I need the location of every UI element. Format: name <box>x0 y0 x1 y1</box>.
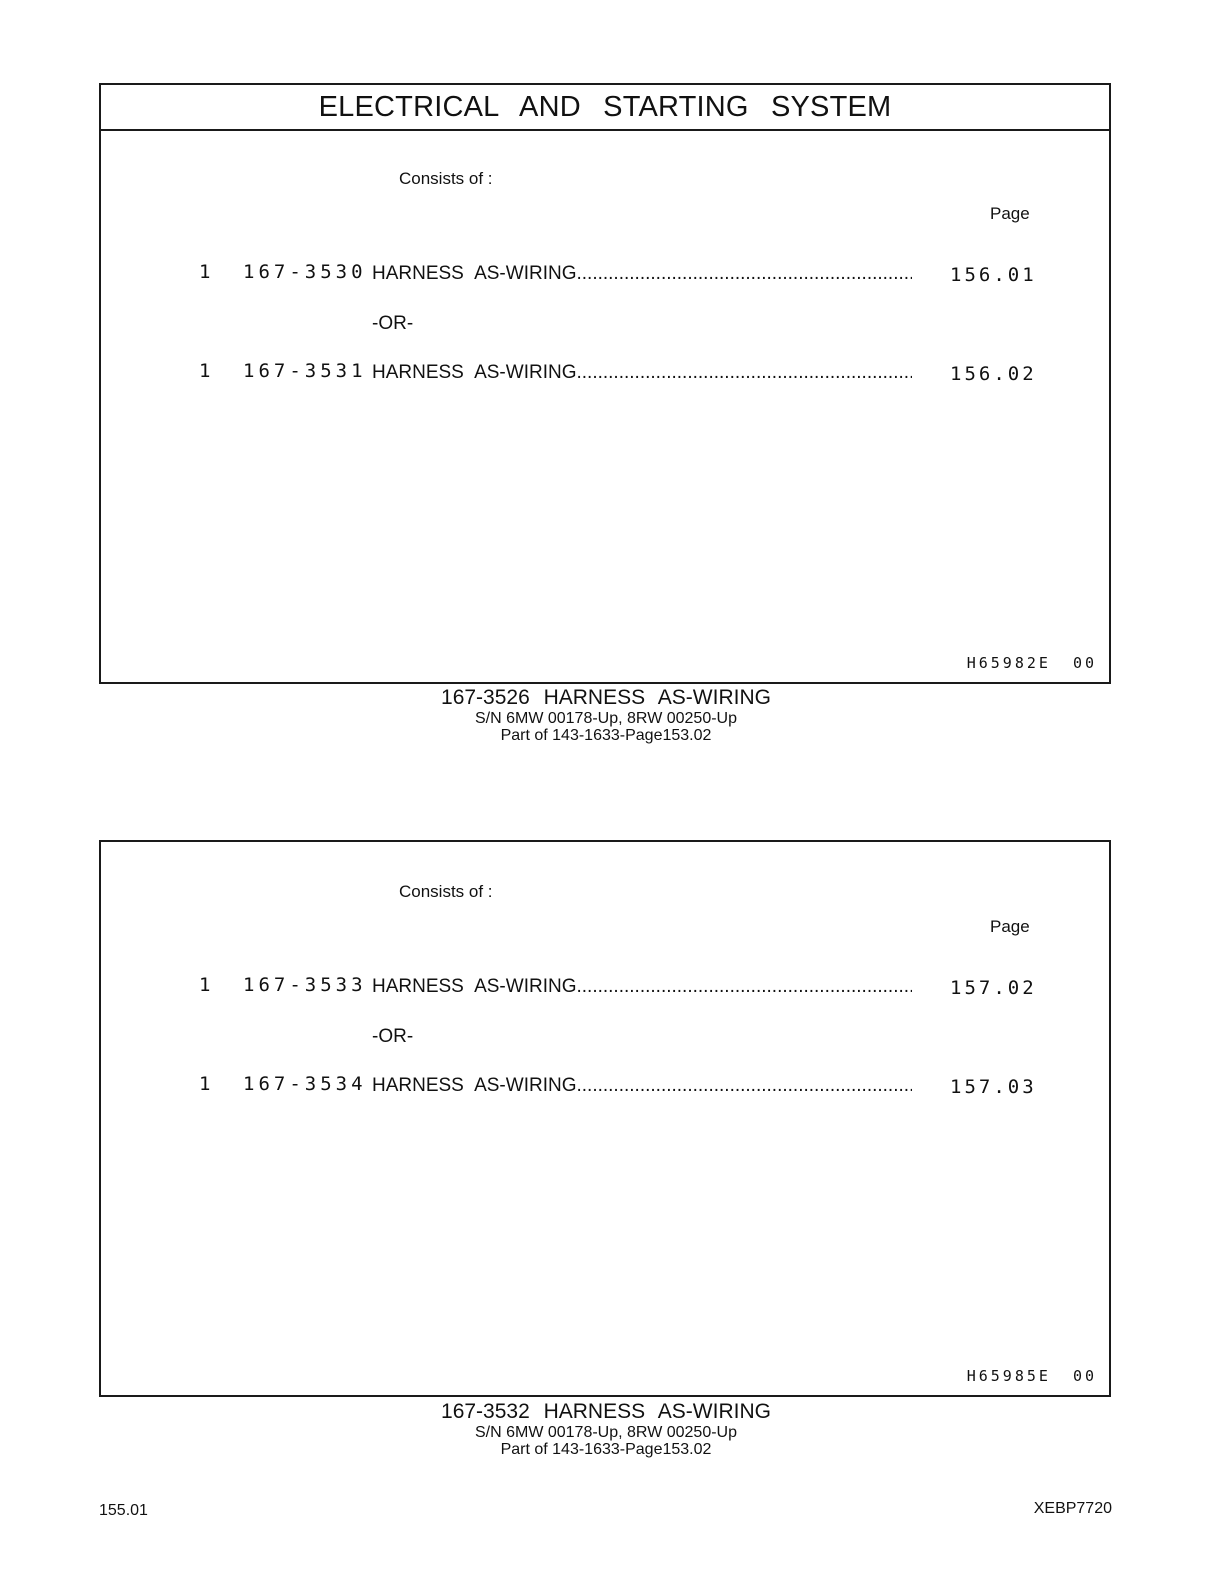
parts-row <box>101 1073 1109 1103</box>
illustration-number: H65982E <box>966 654 1051 672</box>
illustration-id <box>967 654 1097 672</box>
part-description: HARNESS AS-WIRING ..... <box>372 263 912 285</box>
parts-row <box>101 261 1109 291</box>
part-number: 167-3530 <box>243 261 367 283</box>
part-description: HARNESS AS-WIRING ..... <box>372 362 912 384</box>
part-number: 167-3533 <box>243 974 367 996</box>
quantity: 1 <box>199 360 211 382</box>
page-reference: 157.03 <box>950 1076 1037 1098</box>
page-reference: 156.02 <box>950 363 1037 385</box>
panel-caption-1 <box>0 686 1212 744</box>
page-reference: 156.01 <box>950 264 1037 286</box>
quantity: 1 <box>199 261 211 283</box>
parts-panel-2 <box>99 840 1111 1397</box>
document-id: XEBP7720 <box>1033 1500 1112 1517</box>
quantity: 1 <box>199 1073 211 1095</box>
caption-part-of: Part of 143-1633-Page153.02 <box>500 1441 712 1458</box>
revision-number: 00 <box>1072 654 1097 672</box>
page-column-header: Page <box>990 917 1030 936</box>
page-reference: 157.02 <box>950 977 1037 999</box>
page-number: 155.01 <box>99 1502 148 1519</box>
revision-number: 00 <box>1072 1367 1097 1385</box>
caption-part-of: Part of 143-1633-Page153.02 <box>500 727 712 744</box>
parts-panel-1 <box>99 83 1111 684</box>
consists-of-label: Consists of : <box>399 169 493 188</box>
or-separator: -OR- <box>372 313 414 334</box>
illustration-number: H65985E <box>966 1367 1051 1385</box>
parts-row <box>101 360 1109 390</box>
part-number: 167-3531 <box>243 360 367 382</box>
caption-title: 167-3532 HARNESS AS-WIRING <box>441 1400 771 1423</box>
or-separator: -OR- <box>372 1026 414 1047</box>
part-number: 167-3534 <box>243 1073 367 1095</box>
parts-row <box>101 974 1109 1004</box>
caption-title: 167-3526 HARNESS AS-WIRING <box>441 686 771 709</box>
section-title: ELECTRICAL AND STARTING SYSTEM <box>101 85 1109 131</box>
illustration-id <box>967 1367 1097 1385</box>
page-column-header: Page <box>990 204 1030 223</box>
panel-caption-2 <box>0 1400 1212 1458</box>
part-description: HARNESS AS-WIRING ..... <box>372 1075 912 1097</box>
part-description: HARNESS AS-WIRING ..... <box>372 976 912 998</box>
consists-of-label: Consists of : <box>399 882 493 901</box>
caption-serial: S/N 6MW 00178-Up, 8RW 00250-Up <box>474 710 738 727</box>
caption-serial: S/N 6MW 00178-Up, 8RW 00250-Up <box>474 1424 738 1441</box>
quantity: 1 <box>199 974 211 996</box>
